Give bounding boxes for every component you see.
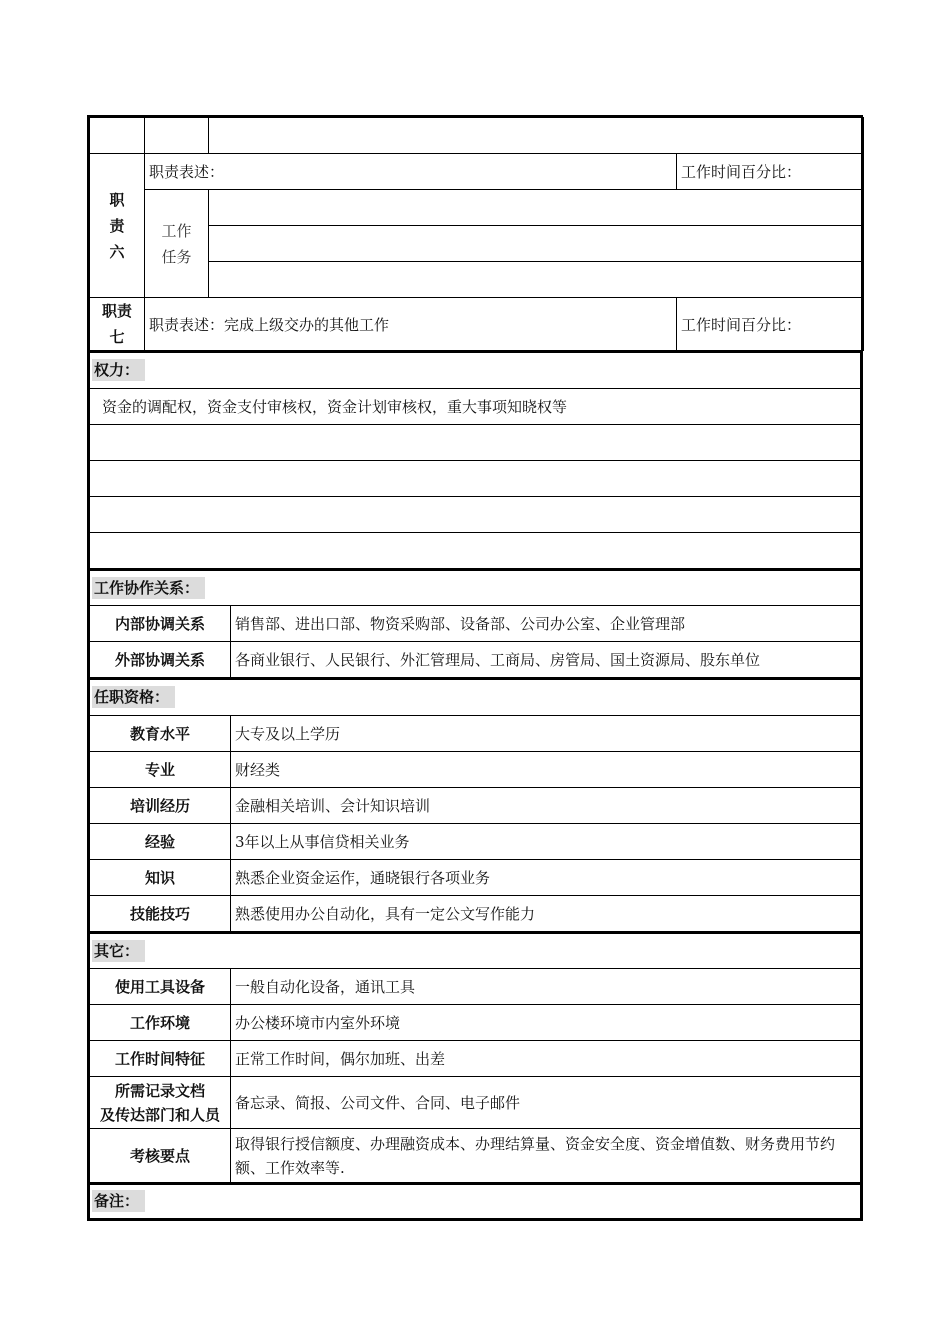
remarks-table bbox=[89, 1183, 861, 1219]
other-row bbox=[90, 1041, 861, 1077]
duty6-percent-label: 工作时间百分比： bbox=[677, 154, 864, 190]
duty6-tasks-label: 工作 任务 bbox=[145, 190, 209, 298]
cooperation-row bbox=[90, 642, 861, 678]
duty7-label: 职责 七 bbox=[90, 298, 145, 351]
duty6-desc-label: 职责表述： bbox=[145, 154, 677, 190]
authority-heading: 权力： bbox=[92, 359, 145, 381]
task-cell bbox=[209, 262, 864, 298]
duty6-task-row bbox=[90, 190, 864, 226]
authority-heading-row bbox=[90, 352, 861, 388]
duty7-percent-label: 工作时间百分比： bbox=[677, 298, 864, 351]
other-row bbox=[90, 1005, 861, 1041]
qualification-row bbox=[90, 859, 861, 895]
other-row bbox=[90, 1129, 861, 1183]
duty6-label: 职 责 六 bbox=[90, 154, 145, 298]
authority-table bbox=[89, 351, 861, 569]
row-value: 大专及以上学历 bbox=[231, 715, 861, 751]
qualifications-heading-row bbox=[90, 679, 861, 715]
duty7-desc: 职责表述：完成上级交办的其他工作 bbox=[145, 298, 677, 351]
authority-text-row bbox=[90, 388, 861, 424]
row-value: 办公楼环境市内室外环境 bbox=[231, 1005, 861, 1041]
cooperation-heading: 工作协作关系： bbox=[92, 577, 205, 599]
remarks-heading-row bbox=[90, 1184, 861, 1218]
qualification-row bbox=[90, 751, 861, 787]
blank-row bbox=[90, 460, 861, 496]
duties-table bbox=[89, 117, 864, 351]
row-label: 经验 bbox=[90, 823, 231, 859]
blank-row bbox=[90, 424, 861, 460]
row-value: 财经类 bbox=[231, 751, 861, 787]
row-label: 工作环境 bbox=[90, 1005, 231, 1041]
qualifications-heading: 任职资格： bbox=[92, 686, 175, 708]
qualifications-table bbox=[89, 678, 861, 932]
cooperation-row bbox=[90, 606, 861, 642]
row-value: 取得银行授信额度、办理融资成本、办理结算量、资金安全度、资金增值数、财务费用节约额、工作效率等. bbox=[231, 1129, 861, 1183]
row-value: 熟悉使用办公自动化，具有一定公文写作能力 bbox=[231, 895, 861, 931]
duty6-desc-row bbox=[90, 154, 864, 190]
row-label: 内部协调关系 bbox=[90, 606, 231, 642]
qualification-row bbox=[90, 715, 861, 751]
row-label: 考核要点 bbox=[90, 1129, 231, 1183]
cooperation-heading-row bbox=[90, 570, 861, 606]
blank-cell bbox=[209, 118, 864, 154]
row-value: 金融相关培训、会计知识培训 bbox=[231, 787, 861, 823]
other-table bbox=[89, 932, 861, 1184]
cooperation-table bbox=[89, 569, 861, 679]
task-cell bbox=[209, 226, 864, 262]
duty7-row bbox=[90, 298, 864, 351]
row-label: 使用工具设备 bbox=[90, 969, 231, 1005]
row-value: 销售部、进出口部、物资采购部、设备部、公司办公室、企业管理部 bbox=[231, 606, 861, 642]
row-value: 备忘录、简报、公司文件、合同、电子邮件 bbox=[231, 1077, 861, 1129]
qualification-row bbox=[90, 823, 861, 859]
other-heading: 其它： bbox=[92, 940, 145, 962]
row-value: 正常工作时间，偶尔加班、出差 bbox=[231, 1041, 861, 1077]
other-row bbox=[90, 1077, 861, 1129]
row-label: 所需记录文档 及传达部门和人员 bbox=[90, 1077, 231, 1129]
task-cell bbox=[209, 190, 864, 226]
row-label: 外部协调关系 bbox=[90, 642, 231, 678]
row-label: 技能技巧 bbox=[90, 895, 231, 931]
duty-blank-row bbox=[90, 118, 864, 154]
row-label: 工作时间特征 bbox=[90, 1041, 231, 1077]
row-label: 知识 bbox=[90, 859, 231, 895]
other-heading-row bbox=[90, 933, 861, 969]
authority-text: 资金的调配权，资金支付审核权，资金计划审核权，重大事项知晓权等 bbox=[90, 388, 861, 424]
qualification-row bbox=[90, 895, 861, 931]
row-label: 培训经历 bbox=[90, 787, 231, 823]
job-description-form bbox=[87, 115, 863, 1221]
blank-cell bbox=[145, 118, 209, 154]
row-label: 专业 bbox=[90, 751, 231, 787]
blank-row bbox=[90, 496, 861, 532]
row-value: 熟悉企业资金运作，通晓银行各项业务 bbox=[231, 859, 861, 895]
row-value: 各商业银行、人民银行、外汇管理局、工商局、房管局、国土资源局、股东单位 bbox=[231, 642, 861, 678]
qualification-row bbox=[90, 787, 861, 823]
blank-row bbox=[90, 532, 861, 568]
row-value: 一般自动化设备，通讯工具 bbox=[231, 969, 861, 1005]
blank-cell bbox=[90, 118, 145, 154]
remarks-heading: 备注： bbox=[92, 1190, 145, 1212]
other-row bbox=[90, 969, 861, 1005]
row-value: 3年以上从事信贷相关业务 bbox=[231, 823, 861, 859]
row-label: 教育水平 bbox=[90, 715, 231, 751]
